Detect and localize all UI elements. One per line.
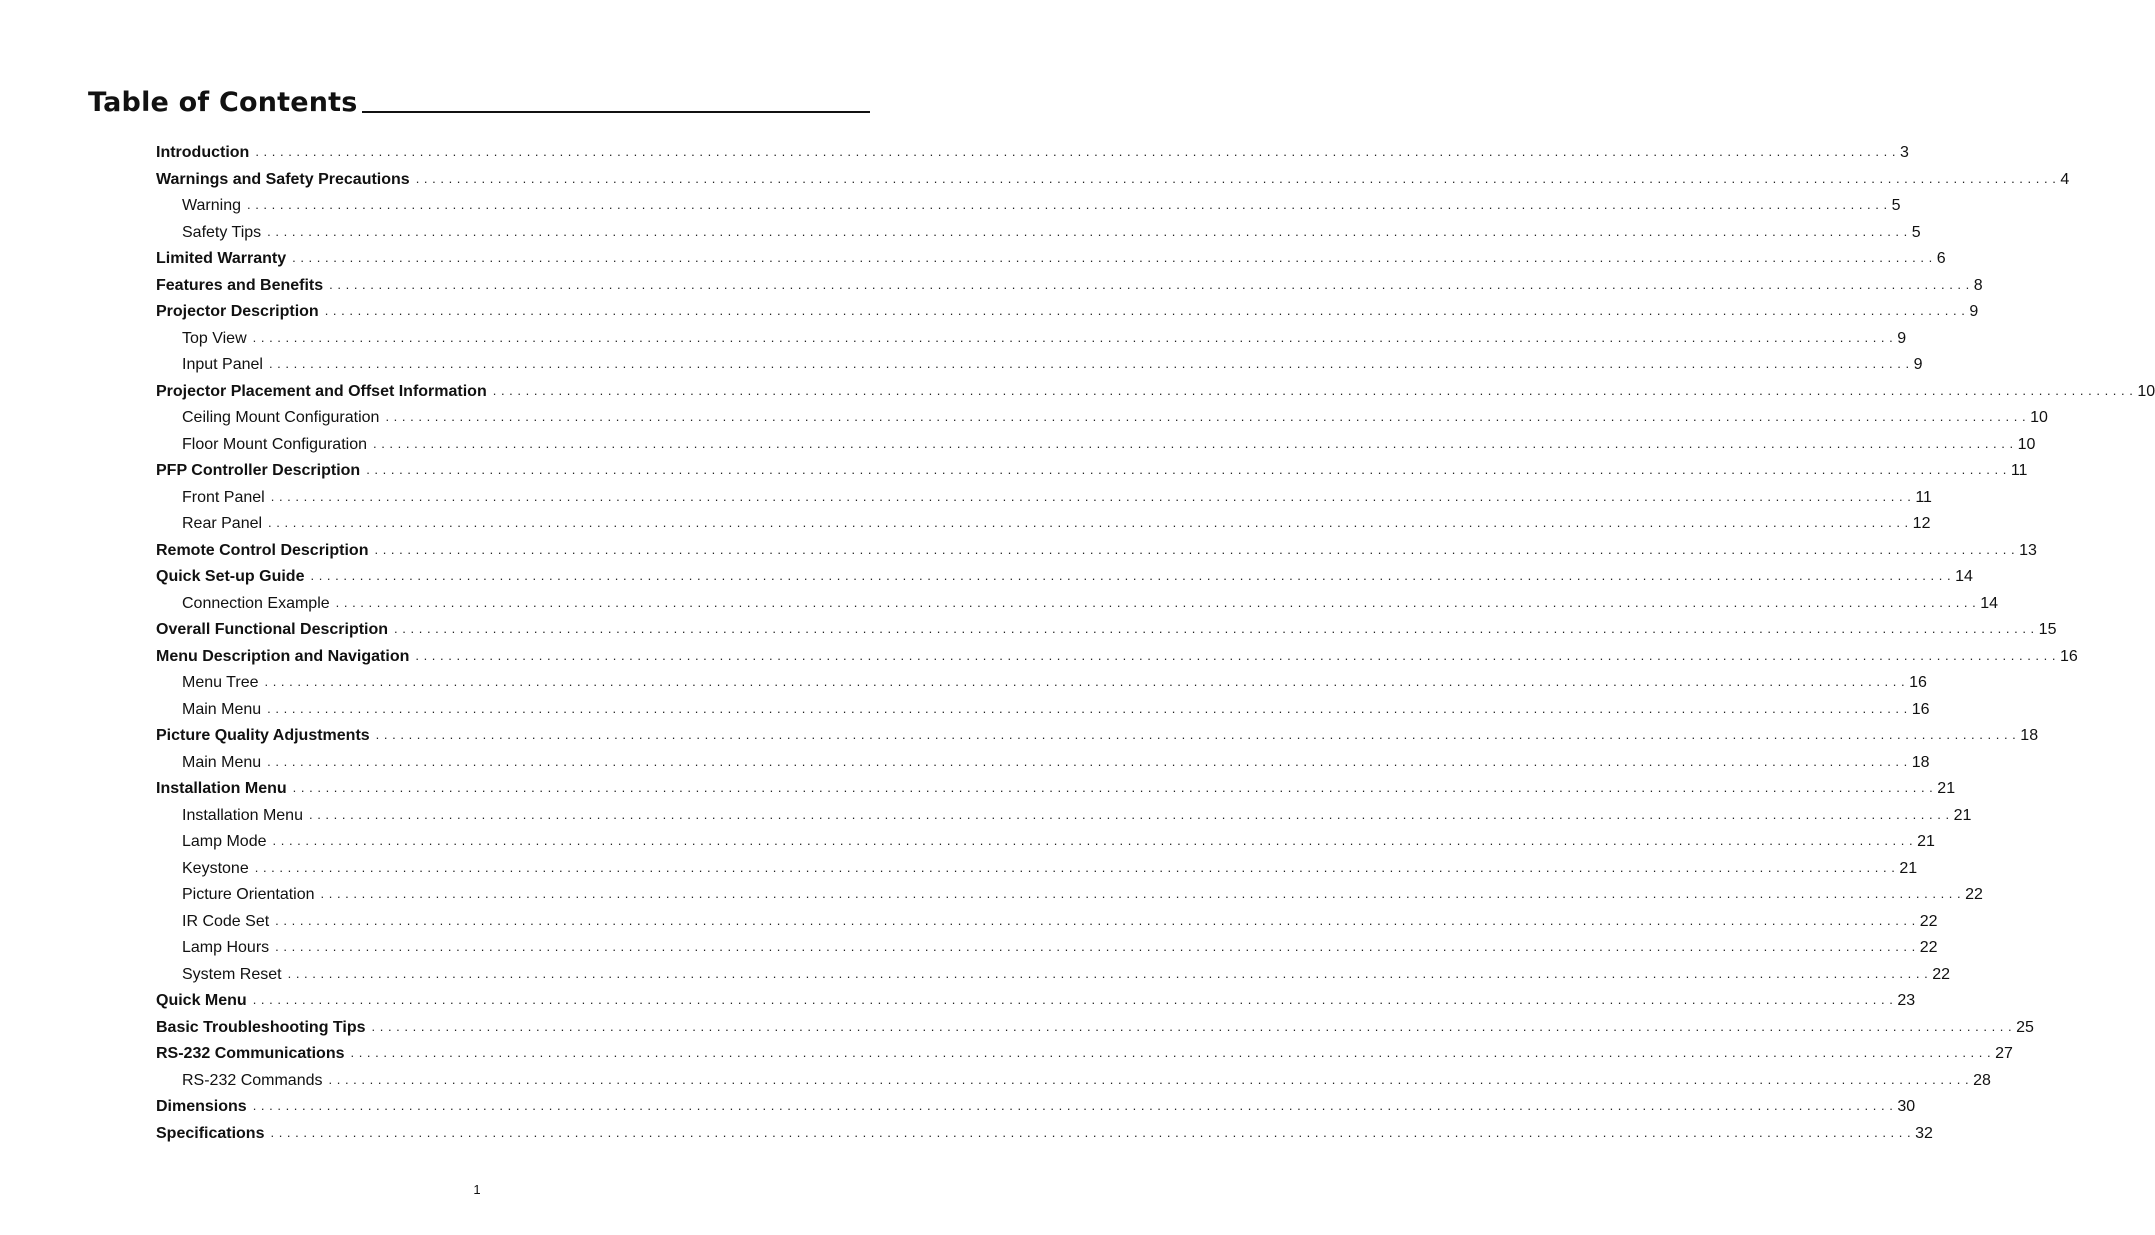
toc-entry-page: 21	[1899, 859, 1918, 877]
table-of-contents	[156, 140, 2155, 1147]
page-number: 1	[473, 1182, 481, 1197]
toc-dot-leader: . . . . . . . . . . . . . . . . . . . . . . . . . . . . . . . . . . . . . . . . . . . . . . . . . . . . . . . . . . . . . . . . . . . . . . . . . . . . . . . . . . . . . . . . . . . . . . . . . . . . . . . . . . . . . . . . . . . . . . . . . . . . . . . . . . . . . . . . . . . . . . . . . . . . . . . . . . . . . . . . . . . . . . . . . . . . . . . . . . . . . . . . . . . . . . . . . . . . . . . .	[308, 806, 1950, 822]
toc-dot-leader: . . . . . . . . . . . . . . . . . . . . . . . . . . . . . . . . . . . . . . . . . . . . . . . . . . . . . . . . . . . . . . . . . . . . . . . . . . . . . . . . . . . . . . . . . . . . . . . . . . . . . . . . . . . . . . . . . . . . . . . . . . . . . . . . . . . . . . . . . . . . . . . . . . . . . . . . . . . . . . . . . . . . . . . . . . . . . . . . . . . . . . . . . . . . . . . . . . . . . . . .	[267, 700, 1908, 716]
toc-entry-label: Menu Description and Navigation	[156, 647, 410, 665]
toc-entry-label: Keystone	[182, 859, 249, 877]
toc-entry-page: 21	[1917, 833, 1935, 850]
toc-entry-label: IR Code Set	[182, 912, 270, 930]
toc-dot-leader: . . . . . . . . . . . . . . . . . . . . . . . . . . . . . . . . . . . . . . . . . . . . . . . . . . . . . . . . . . . . . . . . . . . . . . . . . . . . . . . . . . . . . . . . . . . . . . . . . . . . . . . . . . . . . . . . . . . . . . . . . . . . . . . . . . . . . . . . . . . . . . . . . . . . . . . . . . . . . . . . . . . . . . . . . . . . . . . . . . . . . . . . . . . . . . . . . . . . . . . .	[375, 727, 2017, 742]
toc-subentry[interactable]	[156, 220, 1921, 247]
toc-dot-leader: . . . . . . . . . . . . . . . . . . . . . . . . . . . . . . . . . . . . . . . . . . . . . . . . . . . . . . . . . . . . . . . . . . . . . . . . . . . . . . . . . . . . . . . . . . . . . . . . . . . . . . . . . . . . . . . . . . . . . . . . . . . . . . . . . . . . . . . . . . . . . . . . . . . . . . . . . . . . . . . . . . . . . . . . . . . . . . . . . . . . . . . . . . . . . . . . . . . . . . . .	[372, 435, 2014, 451]
toc-entry[interactable]	[156, 299, 1979, 326]
toc-entry-page: 10	[2030, 409, 2048, 426]
toc-subentry[interactable]	[156, 803, 1972, 830]
toc-dot-leader: . . . . . . . . . . . . . . . . . . . . . . . . . . . . . . . . . . . . . . . . . . . . . . . . . . . . . . . . . . . . . . . . . . . . . . . . . . . . . . . . . . . . . . . . . . . . . . . . . . . . . . . . . . . . . . . . . . . . . . . . . . . . . . . . . . . . . . . . . . . . . . . . . . . . . . . . . . . . . . . . . . . . . . . . . . . . . . . . . . . . . . . . . . . . . . . . . . . . . . . .	[252, 329, 1894, 345]
toc-subentry[interactable]	[156, 856, 1918, 883]
toc-entry-label: Basic Troubleshooting Tips	[156, 1018, 366, 1036]
toc-entry-label: PFP Controller Description	[156, 462, 361, 479]
toc-entry-page: 13	[2019, 541, 2037, 559]
toc-entry-page: 8	[1973, 276, 1983, 294]
toc-entry[interactable]	[156, 458, 2028, 485]
toc-entry-page: 9	[1913, 356, 1923, 373]
toc-entry-label: Overall Functional Description	[156, 621, 389, 638]
toc-entry-label: Specifications	[156, 1124, 265, 1142]
toc-dot-leader: . . . . . . . . . . . . . . . . . . . . . . . . . . . . . . . . . . . . . . . . . . . . . . . . . . . . . . . . . . . . . . . . . . . . . . . . . . . . . . . . . . . . . . . . . . . . . . . . . . . . . . . . . . . . . . . . . . . . . . . . . . . . . . . . . . . . . . . . . . . . . . . . . . . . . . . . . . . . . . . . . . . . . . . . . . . . . . . . . . . . . . . . . . . . . . . . . . . . . . . .	[350, 1045, 1992, 1060]
toc-subentry[interactable]	[156, 882, 1983, 909]
toc-entry-label: Quick Set-up Guide	[156, 568, 305, 585]
toc-entry-label: Warnings and Safety Precautions	[156, 170, 410, 188]
toc-entry-label: Connection Example	[182, 594, 330, 612]
toc-dot-leader: . . . . . . . . . . . . . . . . . . . . . . . . . . . . . . . . . . . . . . . . . . . . . . . . . . . . . . . . . . . . . . . . . . . . . . . . . . . . . . . . . . . . . . . . . . . . . . . . . . . . . . . . . . . . . . . . . . . . . . . . . . . . . . . . . . . . . . . . . . . . . . . . . . . . . . . . . . . . . . . . . . . . . . . . . . . . . . . . . . . . . . . . . . . . . . . . . . . . . . . .	[268, 356, 1910, 371]
toc-dot-leader: . . . . . . . . . . . . . . . . . . . . . . . . . . . . . . . . . . . . . . . . . . . . . . . . . . . . . . . . . . . . . . . . . . . . . . . . . . . . . . . . . . . . . . . . . . . . . . . . . . . . . . . . . . . . . . . . . . . . . . . . . . . . . . . . . . . . . . . . . . . . . . . . . . . . . . . . . . . . . . . . . . . . . . . . . . . . . . . . . . . . . . . . . . . . . . . . . . . . . . . .	[328, 1071, 1970, 1087]
toc-subentry[interactable]	[156, 962, 1951, 989]
toc-entry-label: System Reset	[182, 965, 282, 983]
toc-subentry[interactable]	[156, 697, 1930, 724]
toc-entry-label: Dimensions	[156, 1098, 247, 1115]
toc-entry-label: Rear Panel	[182, 515, 263, 532]
toc-dot-leader: . . . . . . . . . . . . . . . . . . . . . . . . . . . . . . . . . . . . . . . . . . . . . . . . . . . . . . . . . . . . . . . . . . . . . . . . . . . . . . . . . . . . . . . . . . . . . . . . . . . . . . . . . . . . . . . . . . . . . . . . . . . . . . . . . . . . . . . . . . . . . . . . . . . . . . . . . . . . . . . . . . . . . . . . . . . . . . . . . . . . . . . . . . . . . . . . . . . . . . . .	[275, 939, 1916, 954]
toc-dot-leader: . . . . . . . . . . . . . . . . . . . . . . . . . . . . . . . . . . . . . . . . . . . . . . . . . . . . . . . . . . . . . . . . . . . . . . . . . . . . . . . . . . . . . . . . . . . . . . . . . . . . . . . . . . . . . . . . . . . . . . . . . . . . . . . . . . . . . . . . . . . . . . . . . . . . . . . . . . . . . . . . . . . . . . . . . . . . . . . . . . . . . . . . . . . . . . . . . . . . . . . .	[415, 170, 2057, 186]
toc-dot-leader: . . . . . . . . . . . . . . . . . . . . . . . . . . . . . . . . . . . . . . . . . . . . . . . . . . . . . . . . . . . . . . . . . . . . . . . . . . . . . . . . . . . . . . . . . . . . . . . . . . . . . . . . . . . . . . . . . . . . . . . . . . . . . . . . . . . . . . . . . . . . . . . . . . . . . . . . . . . . . . . . . . . . . . . . . . . . . . . . . . . . . . . . . . . . . . . . . . . . . . . .	[320, 886, 1962, 901]
toc-dot-leader: . . . . . . . . . . . . . . . . . . . . . . . . . . . . . . . . . . . . . . . . . . . . . . . . . . . . . . . . . . . . . . . . . . . . . . . . . . . . . . . . . . . . . . . . . . . . . . . . . . . . . . . . . . . . . . . . . . . . . . . . . . . . . . . . . . . . . . . . . . . . . . . . . . . . . . . . . . . . . . . . . . . . . . . . . . . . . . . . . . . . . . . . . . . . . . . . . . . . . . . .	[329, 276, 1970, 292]
toc-dot-leader: . . . . . . . . . . . . . . . . . . . . . . . . . . . . . . . . . . . . . . . . . . . . . . . . . . . . . . . . . . . . . . . . . . . . . . . . . . . . . . . . . . . . . . . . . . . . . . . . . . . . . . . . . . . . . . . . . . . . . . . . . . . . . . . . . . . . . . . . . . . . . . . . . . . . . . . . . . . . . . . . . . . . . . . . . . . . . . . . . . . . . . . . . . . . . . . . . . . . . . . .	[267, 223, 1908, 239]
toc-dot-leader: . . . . . . . . . . . . . . . . . . . . . . . . . . . . . . . . . . . . . . . . . . . . . . . . . . . . . . . . . . . . . . . . . . . . . . . . . . . . . . . . . . . . . . . . . . . . . . . . . . . . . . . . . . . . . . . . . . . . . . . . . . . . . . . . . . . . . . . . . . . . . . . . . . . . . . . . . . . . . . . . . . . . . . . . . . . . . . . . . . . . . . . . . . . . . . . . . . . . . . . .	[275, 912, 1916, 928]
toc-entry-page: 22	[1932, 965, 1951, 983]
toc-entry-page: 23	[1897, 992, 1916, 1009]
toc-dot-leader: . . . . . . . . . . . . . . . . . . . . . . . . . . . . . . . . . . . . . . . . . . . . . . . . . . . . . . . . . . . . . . . . . . . . . . . . . . . . . . . . . . . . . . . . . . . . . . . . . . . . . . . . . . . . . . . . . . . . . . . . . . . . . . . . . . . . . . . . . . . . . . . . . . . . . . . . . . . . . . . . . . . . . . . . . . . . . . . . . . . . . . . . . . . . . . . . . . . . . . . .	[371, 1018, 2013, 1034]
toc-entry-page: 5	[1891, 197, 1901, 214]
toc-entry-page: 27	[1995, 1045, 2013, 1062]
toc-dot-leader: . . . . . . . . . . . . . . . . . . . . . . . . . . . . . . . . . . . . . . . . . . . . . . . . . . . . . . . . . . . . . . . . . . . . . . . . . . . . . . . . . . . . . . . . . . . . . . . . . . . . . . . . . . . . . . . . . . . . . . . . . . . . . . . . . . . . . . . . . . . . . . . . . . . . . . . . . . . . . . . . . . . . . . . . . . . . . . . . . . . . . . . . . . . . . . . . . . . . . . . .	[270, 488, 1912, 504]
toc-dot-leader: . . . . . . . . . . . . . . . . . . . . . . . . . . . . . . . . . . . . . . . . . . . . . . . . . . . . . . . . . . . . . . . . . . . . . . . . . . . . . . . . . . . . . . . . . . . . . . . . . . . . . . . . . . . . . . . . . . . . . . . . . . . . . . . . . . . . . . . . . . . . . . . . . . . . . . . . . . . . . . . . . . . . . . . . . . . . . . . . . . . . . . . . . . . . . . . . . . . . . . . .	[270, 1124, 1912, 1140]
toc-dot-leader: . . . . . . . . . . . . . . . . . . . . . . . . . . . . . . . . . . . . . . . . . . . . . . . . . . . . . . . . . . . . . . . . . . . . . . . . . . . . . . . . . . . . . . . . . . . . . . . . . . . . . . . . . . . . . . . . . . . . . . . . . . . . . . . . . . . . . . . . . . . . . . . . . . . . . . . . . . . . . . . . . . . . . . . . . . . . . . . . . . . . . . . . . . . . . . . . . . . . . . . .	[366, 462, 2007, 477]
toc-entry-label: RS-232 Commands	[182, 1071, 323, 1089]
toc-subentry[interactable]	[156, 935, 1938, 962]
toc-entry-page: 18	[1911, 753, 1930, 771]
toc-entry[interactable]	[156, 1041, 2013, 1068]
toc-entry-page: 11	[2010, 462, 2028, 479]
toc-entry-page: 30	[1897, 1098, 1916, 1115]
toc-entry-page: 12	[1912, 515, 1931, 532]
toc-dot-leader: . . . . . . . . . . . . . . . . . . . . . . . . . . . . . . . . . . . . . . . . . . . . . . . . . . . . . . . . . . . . . . . . . . . . . . . . . . . . . . . . . . . . . . . . . . . . . . . . . . . . . . . . . . . . . . . . . . . . . . . . . . . . . . . . . . . . . . . . . . . . . . . . . . . . . . . . . . . . . . . . . . . . . . . . . . . . . . . . . . . . . . . . . . . . . . . . . . . . . . . .	[492, 382, 2134, 398]
toc-entry[interactable]	[156, 1094, 1916, 1121]
toc-entry[interactable]	[156, 988, 1916, 1015]
page-title: Table of Contents	[88, 87, 358, 118]
toc-entry-label: Floor Mount Configuration	[182, 435, 367, 453]
toc-dot-leader: . . . . . . . . . . . . . . . . . . . . . . . . . . . . . . . . . . . . . . . . . . . . . . . . . . . . . . . . . . . . . . . . . . . . . . . . . . . . . . . . . . . . . . . . . . . . . . . . . . . . . . . . . . . . . . . . . . . . . . . . . . . . . . . . . . . . . . . . . . . . . . . . . . . . . . . . . . . . . . . . . . . . . . . . . . . . . . . . . . . . . . . . . . . . . . . . . . . . . . . .	[385, 409, 2027, 424]
toc-dot-leader: . . . . . . . . . . . . . . . . . . . . . . . . . . . . . . . . . . . . . . . . . . . . . . . . . . . . . . . . . . . . . . . . . . . . . . . . . . . . . . . . . . . . . . . . . . . . . . . . . . . . . . . . . . . . . . . . . . . . . . . . . . . . . . . . . . . . . . . . . . . . . . . . . . . . . . . . . . . . . . . . . . . . . . . . . . . . . . . . . . . . . . . . . . . . . . . . . . . . . . . .	[415, 647, 2056, 663]
toc-entry-label: Safety Tips	[182, 223, 262, 241]
toc-entry-label: Lamp Mode	[182, 833, 267, 850]
toc-entry-label: Menu Tree	[182, 674, 259, 691]
title-row	[88, 84, 870, 118]
toc-entry-label: Lamp Hours	[182, 939, 270, 956]
toc-entry-label: Installation Menu	[156, 780, 287, 797]
toc-entry-page: 11	[1915, 488, 1932, 506]
toc-entry-page: 32	[1915, 1124, 1933, 1142]
toc-subentry[interactable]	[156, 670, 1927, 697]
toc-subentry[interactable]	[156, 405, 2048, 432]
toc-subentry[interactable]	[156, 829, 1935, 856]
toc-dot-leader: . . . . . . . . . . . . . . . . . . . . . . . . . . . . . . . . . . . . . . . . . . . . . . . . . . . . . . . . . . . . . . . . . . . . . . . . . . . . . . . . . . . . . . . . . . . . . . . . . . . . . . . . . . . . . . . . . . . . . . . . . . . . . . . . . . . . . . . . . . . . . . . . . . . . . . . . . . . . . . . . . . . . . . . . . . . . . . . . . . . . . . . . . . . . . . . . . . . . . . . .	[264, 674, 1906, 689]
toc-entry-label: Features and Benefits	[156, 276, 324, 294]
toc-entry-label: Remote Control Description	[156, 541, 369, 559]
toc-entry-label: Ceiling Mount Configuration	[182, 409, 380, 426]
toc-entry[interactable]	[156, 140, 1909, 167]
toc-dot-leader: . . . . . . . . . . . . . . . . . . . . . . . . . . . . . . . . . . . . . . . . . . . . . . . . . . . . . . . . . . . . . . . . . . . . . . . . . . . . . . . . . . . . . . . . . . . . . . . . . . . . . . . . . . . . . . . . . . . . . . . . . . . . . . . . . . . . . . . . . . . . . . . . . . . . . . . . . . . . . . . . . . . . . . . . . . . . . . . . . . . . . . . . . . . . . . . . . . . . . . . .	[374, 541, 2016, 557]
toc-entry-label: Projector Placement and Offset Information	[156, 382, 487, 400]
toc-dot-leader: . . . . . . . . . . . . . . . . . . . . . . . . . . . . . . . . . . . . . . . . . . . . . . . . . . . . . . . . . . . . . . . . . . . . . . . . . . . . . . . . . . . . . . . . . . . . . . . . . . . . . . . . . . . . . . . . . . . . . . . . . . . . . . . . . . . . . . . . . . . . . . . . . . . . . . . . . . . . . . . . . . . . . . . . . . . . . . . . . . . . . . . . . . . . . . . . . . . . . . . .	[335, 594, 1977, 610]
toc-entry-page: 15	[2038, 621, 2057, 638]
toc-entry[interactable]	[156, 723, 2039, 750]
toc-subentry[interactable]	[156, 193, 1901, 220]
toc-entry-page: 10	[2017, 435, 2036, 453]
toc-entry-page: 16	[1909, 674, 1927, 691]
toc-dot-leader: . . . . . . . . . . . . . . . . . . . . . . . . . . . . . . . . . . . . . . . . . . . . . . . . . . . . . . . . . . . . . . . . . . . . . . . . . . . . . . . . . . . . . . . . . . . . . . . . . . . . . . . . . . . . . . . . . . . . . . . . . . . . . . . . . . . . . . . . . . . . . . . . . . . . . . . . . . . . . . . . . . . . . . . . . . . . . . . . . . . . . . . . . . . . . . . . . . . . . . . .	[252, 992, 1894, 1007]
toc-dot-leader: . . . . . . . . . . . . . . . . . . . . . . . . . . . . . . . . . . . . . . . . . . . . . . . . . . . . . . . . . . . . . . . . . . . . . . . . . . . . . . . . . . . . . . . . . . . . . . . . . . . . . . . . . . . . . . . . . . . . . . . . . . . . . . . . . . . . . . . . . . . . . . . . . . . . . . . . . . . . . . . . . . . . . . . . . . . . . . . . . . . . . . . . . . . . . . . . . . . . . . . .	[287, 965, 1929, 981]
toc-entry-page: 14	[1980, 594, 1999, 612]
toc-entry-page: 18	[2020, 727, 2039, 744]
toc-subentry[interactable]	[156, 352, 1923, 379]
toc-entry-page: 10	[2137, 382, 2155, 400]
toc-entry[interactable]	[156, 167, 2070, 194]
toc-entry-label: Input Panel	[182, 356, 263, 373]
toc-entry-label: RS-232 Communications	[156, 1045, 345, 1062]
toc-subentry[interactable]	[156, 432, 2036, 459]
toc-entry-page: 16	[1911, 700, 1930, 718]
toc-entry-page: 4	[2060, 170, 2070, 188]
toc-entry-page: 14	[1955, 568, 1973, 585]
toc-dot-leader: . . . . . . . . . . . . . . . . . . . . . . . . . . . . . . . . . . . . . . . . . . . . . . . . . . . . . . . . . . . . . . . . . . . . . . . . . . . . . . . . . . . . . . . . . . . . . . . . . . . . . . . . . . . . . . . . . . . . . . . . . . . . . . . . . . . . . . . . . . . . . . . . . . . . . . . . . . . . . . . . . . . . . . . . . . . . . . . . . . . . . . . . . . . . . . . . . . . . . . . .	[255, 144, 1896, 159]
toc-dot-leader: . . . . . . . . . . . . . . . . . . . . . . . . . . . . . . . . . . . . . . . . . . . . . . . . . . . . . . . . . . . . . . . . . . . . . . . . . . . . . . . . . . . . . . . . . . . . . . . . . . . . . . . . . . . . . . . . . . . . . . . . . . . . . . . . . . . . . . . . . . . . . . . . . . . . . . . . . . . . . . . . . . . . . . . . . . . . . . . . . . . . . . . . . . . . . . . . . . . . . . . .	[267, 753, 1908, 769]
toc-subentry[interactable]	[156, 1068, 1991, 1095]
toc-entry[interactable]	[156, 538, 2037, 565]
toc-entry-label: Projector Description	[156, 303, 319, 320]
toc-entry-label: Introduction	[156, 144, 250, 161]
toc-entry[interactable]	[156, 776, 1956, 803]
toc-entry-page: 9	[1897, 329, 1907, 347]
toc-dot-leader: . . . . . . . . . . . . . . . . . . . . . . . . . . . . . . . . . . . . . . . . . . . . . . . . . . . . . . . . . . . . . . . . . . . . . . . . . . . . . . . . . . . . . . . . . . . . . . . . . . . . . . . . . . . . . . . . . . . . . . . . . . . . . . . . . . . . . . . . . . . . . . . . . . . . . . . . . . . . . . . . . . . . . . . . . . . . . . . . . . . . . . . . . . . . . . . . . . . . . . . .	[272, 833, 1914, 848]
toc-subentry[interactable]	[156, 909, 1938, 936]
toc-entry-label: Front Panel	[182, 488, 265, 506]
toc-entry[interactable]	[156, 246, 1946, 273]
toc-entry-label: Main Menu	[182, 753, 262, 771]
toc-entry[interactable]	[156, 617, 2057, 644]
toc-dot-leader: . . . . . . . . . . . . . . . . . . . . . . . . . . . . . . . . . . . . . . . . . . . . . . . . . . . . . . . . . . . . . . . . . . . . . . . . . . . . . . . . . . . . . . . . . . . . . . . . . . . . . . . . . . . . . . . . . . . . . . . . . . . . . . . . . . . . . . . . . . . . . . . . . . . . . . . . . . . . . . . . . . . . . . . . . . . . . . . . . . . . . . . . . . . . . . . . . . . . . . . .	[292, 780, 1934, 795]
toc-entry[interactable]	[156, 273, 1983, 300]
toc-subentry[interactable]	[156, 326, 1907, 353]
toc-entry-page: 5	[1911, 223, 1921, 241]
toc-entry-label: Picture Orientation	[182, 886, 315, 903]
toc-entry-page: 16	[2059, 647, 2078, 665]
toc-entry-page: 25	[2016, 1018, 2034, 1036]
toc-entry[interactable]	[156, 1015, 2034, 1042]
toc-dot-leader: . . . . . . . . . . . . . . . . . . . . . . . . . . . . . . . . . . . . . . . . . . . . . . . . . . . . . . . . . . . . . . . . . . . . . . . . . . . . . . . . . . . . . . . . . . . . . . . . . . . . . . . . . . . . . . . . . . . . . . . . . . . . . . . . . . . . . . . . . . . . . . . . . . . . . . . . . . . . . . . . . . . . . . . . . . . . . . . . . . . . . . . . . . . . . . . . . . . . . . . .	[324, 303, 1966, 318]
toc-entry-label: Main Menu	[182, 700, 262, 718]
toc-dot-leader: . . . . . . . . . . . . . . . . . . . . . . . . . . . . . . . . . . . . . . . . . . . . . . . . . . . . . . . . . . . . . . . . . . . . . . . . . . . . . . . . . . . . . . . . . . . . . . . . . . . . . . . . . . . . . . . . . . . . . . . . . . . . . . . . . . . . . . . . . . . . . . . . . . . . . . . . . . . . . . . . . . . . . . . . . . . . . . . . . . . . . . . . . . . . . . . . . . . . . . . .	[254, 859, 1896, 875]
toc-entry-page: 28	[1973, 1071, 1991, 1089]
toc-entry-page: 9	[1969, 303, 1979, 320]
toc-entry[interactable]	[156, 644, 2078, 671]
toc-subentry[interactable]	[156, 511, 1931, 538]
toc-entry-label: Quick Menu	[156, 992, 247, 1009]
toc-entry[interactable]	[156, 379, 2155, 406]
toc-entry-page: 22	[1965, 886, 1983, 903]
toc-entry-label: Limited Warranty	[156, 250, 287, 267]
toc-subentry[interactable]	[156, 485, 1932, 512]
toc-entry-label: Installation Menu	[182, 806, 303, 824]
toc-entry[interactable]	[156, 1121, 1933, 1148]
toc-entry-page: 22	[1919, 939, 1938, 956]
toc-dot-leader: . . . . . . . . . . . . . . . . . . . . . . . . . . . . . . . . . . . . . . . . . . . . . . . . . . . . . . . . . . . . . . . . . . . . . . . . . . . . . . . . . . . . . . . . . . . . . . . . . . . . . . . . . . . . . . . . . . . . . . . . . . . . . . . . . . . . . . . . . . . . . . . . . . . . . . . . . . . . . . . . . . . . . . . . . . . . . . . . . . . . . . . . . . . . . . . . . . . . . . . .	[268, 515, 1909, 530]
toc-entry-page: 3	[1899, 144, 1909, 161]
toc-dot-leader: . . . . . . . . . . . . . . . . . . . . . . . . . . . . . . . . . . . . . . . . . . . . . . . . . . . . . . . . . . . . . . . . . . . . . . . . . . . . . . . . . . . . . . . . . . . . . . . . . . . . . . . . . . . . . . . . . . . . . . . . . . . . . . . . . . . . . . . . . . . . . . . . . . . . . . . . . . . . . . . . . . . . . . . . . . . . . . . . . . . . . . . . . . . . . . . . . . . . . . . .	[292, 250, 1933, 265]
toc-dot-leader: . . . . . . . . . . . . . . . . . . . . . . . . . . . . . . . . . . . . . . . . . . . . . . . . . . . . . . . . . . . . . . . . . . . . . . . . . . . . . . . . . . . . . . . . . . . . . . . . . . . . . . . . . . . . . . . . . . . . . . . . . . . . . . . . . . . . . . . . . . . . . . . . . . . . . . . . . . . . . . . . . . . . . . . . . . . . . . . . . . . . . . . . . . . . . . . . . . . . . . . .	[394, 621, 2035, 636]
toc-entry-page: 22	[1919, 912, 1938, 930]
toc-entry-page: 6	[1936, 250, 1946, 267]
toc-dot-leader: . . . . . . . . . . . . . . . . . . . . . . . . . . . . . . . . . . . . . . . . . . . . . . . . . . . . . . . . . . . . . . . . . . . . . . . . . . . . . . . . . . . . . . . . . . . . . . . . . . . . . . . . . . . . . . . . . . . . . . . . . . . . . . . . . . . . . . . . . . . . . . . . . . . . . . . . . . . . . . . . . . . . . . . . . . . . . . . . . . . . . . . . . . . . . . . . . . . . . . . .	[252, 1098, 1894, 1113]
toc-subentry[interactable]	[156, 591, 1999, 618]
toc-entry-label: Top View	[182, 329, 247, 347]
toc-entry-page: 21	[1937, 780, 1956, 797]
toc-entry-page: 21	[1953, 806, 1972, 824]
toc-subentry[interactable]	[156, 750, 1930, 777]
toc-dot-leader: . . . . . . . . . . . . . . . . . . . . . . . . . . . . . . . . . . . . . . . . . . . . . . . . . . . . . . . . . . . . . . . . . . . . . . . . . . . . . . . . . . . . . . . . . . . . . . . . . . . . . . . . . . . . . . . . . . . . . . . . . . . . . . . . . . . . . . . . . . . . . . . . . . . . . . . . . . . . . . . . . . . . . . . . . . . . . . . . . . . . . . . . . . . . . . . . . . . . . . . .	[246, 197, 1888, 212]
toc-entry-label: Picture Quality Adjustments	[156, 727, 370, 744]
toc-dot-leader: . . . . . . . . . . . . . . . . . . . . . . . . . . . . . . . . . . . . . . . . . . . . . . . . . . . . . . . . . . . . . . . . . . . . . . . . . . . . . . . . . . . . . . . . . . . . . . . . . . . . . . . . . . . . . . . . . . . . . . . . . . . . . . . . . . . . . . . . . . . . . . . . . . . . . . . . . . . . . . . . . . . . . . . . . . . . . . . . . . . . . . . . . . . . . . . . . . . . . . . .	[310, 568, 1952, 583]
toc-entry[interactable]	[156, 564, 1973, 591]
toc-entry-label: Warning	[182, 197, 241, 214]
title-underline	[362, 111, 870, 113]
